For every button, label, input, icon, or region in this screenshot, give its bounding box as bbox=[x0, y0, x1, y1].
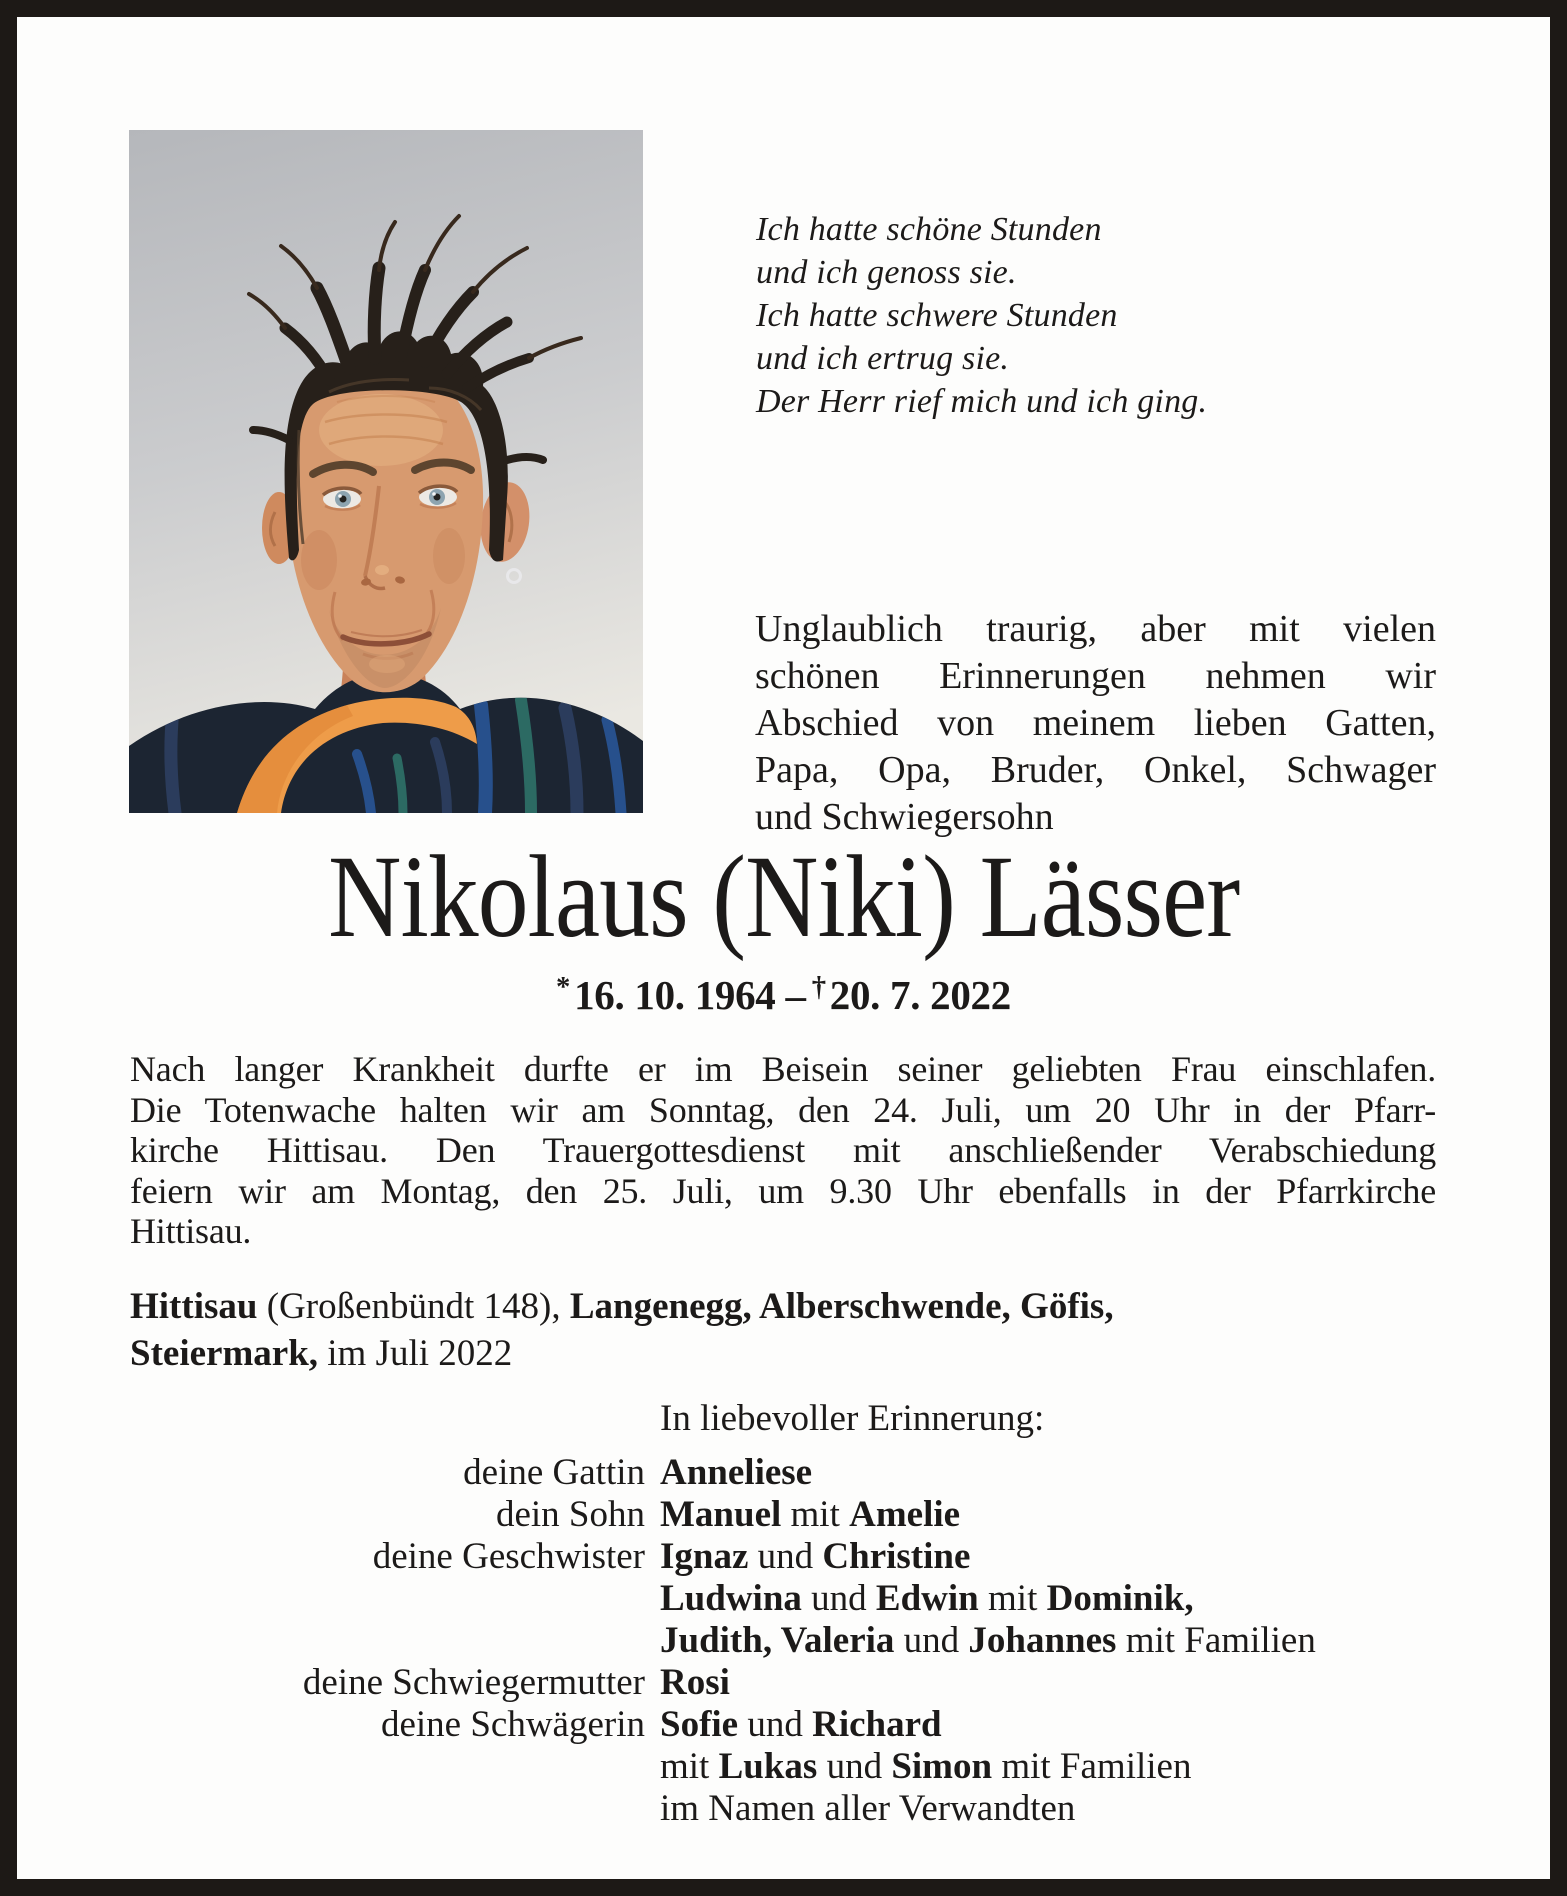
memoriam-row bbox=[130, 1494, 1450, 1536]
memoriam-row bbox=[130, 1452, 1450, 1494]
bold-text-segment: Rosi bbox=[660, 1662, 730, 1703]
portrait-photo bbox=[129, 130, 643, 813]
bold-text-segment: Ignaz bbox=[660, 1536, 749, 1577]
relation-label: deine Schwiegermutter bbox=[302, 1662, 645, 1703]
relation-names bbox=[660, 1662, 730, 1704]
memoriam-row bbox=[130, 1704, 1450, 1746]
text-segment: und bbox=[801, 1578, 876, 1619]
relation-label bbox=[130, 1578, 645, 1620]
farewell-line: Unglaublich traurig, aber mit vielen bbox=[755, 608, 1436, 650]
bold-text-segment: Johannes bbox=[968, 1620, 1117, 1661]
dates-dash: – bbox=[785, 972, 806, 1018]
memorial-verse bbox=[756, 208, 1207, 423]
relation-names bbox=[660, 1746, 1191, 1788]
bold-text-segment: Steiermark, bbox=[130, 1333, 319, 1374]
funeral-announcement bbox=[130, 1049, 1436, 1252]
memoriam-row bbox=[130, 1620, 1450, 1662]
deceased-name bbox=[17, 831, 1550, 962]
announcement-line: kirche Hittisau. Den Trauergottesdienst mit anschließender Verabschiedung bbox=[130, 1130, 1436, 1170]
birth-star-symbol: * bbox=[556, 971, 571, 1004]
memoriam-list bbox=[130, 1452, 1450, 1830]
announcement-line: Nach langer Krankheit durfte er im Beisein seiner geliebten Frau einschlafen. bbox=[130, 1049, 1436, 1089]
verse-line: und ich ertrug sie. bbox=[756, 340, 1010, 377]
relation-names bbox=[660, 1620, 1316, 1662]
text-segment: und bbox=[894, 1620, 969, 1661]
text-segment: mit Familien bbox=[1116, 1620, 1316, 1661]
farewell-line: Papa, Opa, Bruder, Onkel, Schwager bbox=[755, 749, 1436, 791]
bold-text-segment: Langenegg, Alberschwende, Göfis, bbox=[569, 1286, 1114, 1327]
bold-text-segment: Manuel bbox=[660, 1494, 782, 1535]
verse-line: Der Herr rief mich und ich ging. bbox=[756, 383, 1208, 420]
text-segment: mit bbox=[781, 1494, 850, 1535]
memoriam-row bbox=[130, 1662, 1450, 1704]
text-segment: und bbox=[738, 1704, 813, 1745]
announcement-line: feiern wir am Montag, den 25. Juli, um 9.30 Uhr ebenfalls in der Pfarrkirche bbox=[130, 1170, 1436, 1211]
relation-names bbox=[660, 1578, 1194, 1620]
relation-label: deine Schwägerin bbox=[380, 1704, 645, 1745]
relation-names bbox=[660, 1452, 812, 1494]
memoriam-row bbox=[130, 1578, 1450, 1620]
locations-text-line bbox=[130, 1283, 1436, 1330]
locations-line bbox=[130, 1283, 1436, 1377]
farewell-line: schönen Erinnerungen nehmen wir bbox=[755, 655, 1436, 697]
text-segment: mit bbox=[978, 1578, 1047, 1619]
death-cross-symbol: † bbox=[811, 971, 826, 1004]
relation-label bbox=[130, 1620, 645, 1662]
memoriam-row bbox=[130, 1788, 1450, 1830]
deceased-name-text: Nikolaus (Niki) Lässer bbox=[327, 831, 1240, 962]
relation-label bbox=[130, 1788, 645, 1830]
bold-text-segment: Dominik, bbox=[1046, 1578, 1194, 1619]
text-segment: mit bbox=[660, 1746, 719, 1787]
relation-label: dein Sohn bbox=[495, 1494, 645, 1535]
text-segment: mit Familien bbox=[992, 1746, 1192, 1787]
bold-text-segment: Amelie bbox=[849, 1494, 961, 1535]
bold-text-segment: Hittisau bbox=[130, 1286, 258, 1327]
farewell-text bbox=[755, 606, 1436, 841]
text-segment: und bbox=[748, 1536, 823, 1577]
relation-names bbox=[660, 1788, 1075, 1830]
relation-names bbox=[660, 1494, 960, 1536]
death-date: 20. 7. 2022 bbox=[829, 972, 1011, 1018]
text-segment: im Namen aller Verwandten bbox=[660, 1788, 1076, 1829]
bold-text-segment: Lukas bbox=[718, 1746, 818, 1787]
life-dates bbox=[17, 971, 1550, 1018]
bold-text-segment: Christine bbox=[822, 1536, 971, 1577]
announcement-line: Hittisau. bbox=[130, 1211, 252, 1251]
bold-text-segment: Ludwina bbox=[660, 1578, 802, 1619]
memoriam-heading: In liebevoller Erinnerung: bbox=[660, 1398, 1045, 1439]
memoriam-row bbox=[130, 1536, 1450, 1578]
birth-date: 16. 10. 1964 bbox=[574, 972, 776, 1018]
relation-label: deine Gattin bbox=[463, 1452, 645, 1493]
text-segment: (Großenbündt 148), bbox=[257, 1286, 570, 1327]
text-segment: im Juli 2022 bbox=[318, 1333, 513, 1374]
verse-line: Ich hatte schwere Stunden bbox=[756, 297, 1118, 334]
bold-text-segment: Judith, Valeria bbox=[660, 1620, 895, 1661]
locations-text-line bbox=[130, 1330, 1436, 1377]
text-segment: und bbox=[817, 1746, 892, 1787]
bold-text-segment: Simon bbox=[891, 1746, 993, 1787]
bold-text-segment: Edwin bbox=[875, 1578, 979, 1619]
verse-line: und ich genoss sie. bbox=[756, 254, 1017, 291]
relation-label bbox=[130, 1746, 645, 1788]
relation-label: deine Geschwister bbox=[372, 1536, 645, 1577]
verse-line: Ich hatte schöne Stunden bbox=[756, 211, 1102, 248]
bold-text-segment: Sofie bbox=[660, 1704, 739, 1745]
bold-text-segment: Anneliese bbox=[660, 1452, 813, 1493]
farewell-line: Abschied von meinem lieben Gatten, bbox=[755, 702, 1436, 744]
portrait-illustration bbox=[129, 130, 643, 813]
memoriam-row bbox=[130, 1746, 1450, 1788]
relation-names bbox=[660, 1704, 942, 1746]
announcement-line: Die Totenwache halten wir am Sonntag, den 24. Juli, um 20 Uhr in der Pfarr- bbox=[130, 1089, 1436, 1130]
farewell-line: und Schwiegersohn bbox=[755, 796, 1054, 838]
bold-text-segment: Richard bbox=[812, 1704, 942, 1745]
relation-names bbox=[660, 1536, 970, 1578]
